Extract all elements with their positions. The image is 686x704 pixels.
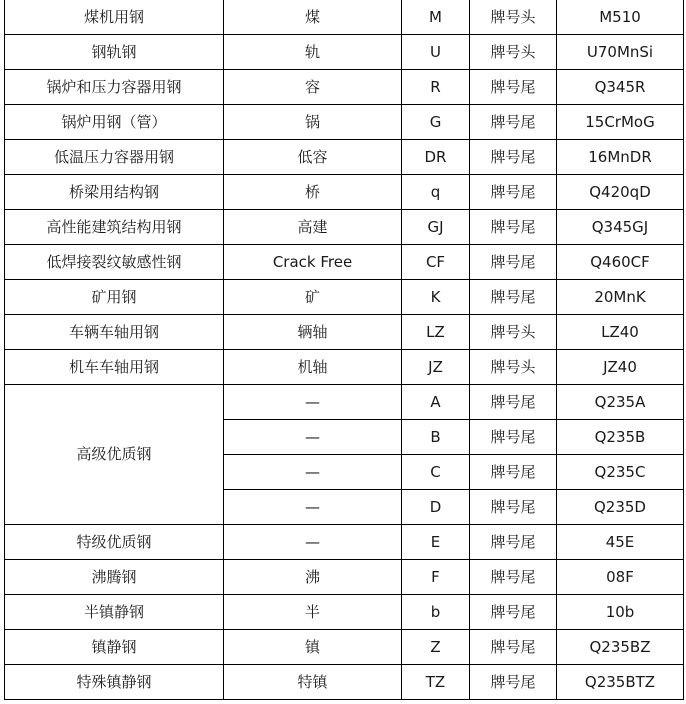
cell-example: Q420qD <box>557 175 684 210</box>
cell-char: 沸 <box>224 560 402 595</box>
steel-code-table <box>4 0 684 700</box>
cell-position: 牌号尾 <box>470 105 557 140</box>
steel-code-table-container <box>4 0 683 700</box>
cell-example: JZ40 <box>557 350 684 385</box>
cell-symbol: LZ <box>402 315 470 350</box>
cell-name: 半镇静钢 <box>5 595 224 630</box>
cell-char: 锅 <box>224 105 402 140</box>
cell-symbol: Z <box>402 630 470 665</box>
cell-symbol: K <box>402 280 470 315</box>
cell-symbol: JZ <box>402 350 470 385</box>
table-row <box>5 595 684 630</box>
cell-example: Q235B <box>557 420 684 455</box>
cell-example: Q345R <box>557 70 684 105</box>
cell-position: 牌号尾 <box>470 630 557 665</box>
cell-symbol: E <box>402 525 470 560</box>
cell-position: 牌号头 <box>470 0 557 35</box>
cell-char: Crack Free <box>224 245 402 280</box>
cell-char: 轨 <box>224 35 402 70</box>
cell-position: 牌号尾 <box>470 210 557 245</box>
cell-position: 牌号尾 <box>470 665 557 700</box>
cell-symbol: GJ <box>402 210 470 245</box>
cell-example: M510 <box>557 0 684 35</box>
table-row <box>5 280 684 315</box>
table-row <box>5 665 684 700</box>
cell-symbol: R <box>402 70 470 105</box>
cell-char: 桥 <box>224 175 402 210</box>
cell-example: Q235D <box>557 490 684 525</box>
cell-example: Q235C <box>557 455 684 490</box>
cell-symbol: q <box>402 175 470 210</box>
cell-symbol: A <box>402 385 470 420</box>
cell-char: — <box>224 420 402 455</box>
table-row <box>5 385 684 420</box>
cell-char: 半 <box>224 595 402 630</box>
table-row <box>5 175 684 210</box>
cell-example: 08F <box>557 560 684 595</box>
cell-name: 镇静钢 <box>5 630 224 665</box>
cell-name: 锅炉和压力容器用钢 <box>5 70 224 105</box>
table-row <box>5 210 684 245</box>
cell-name: 锅炉用钢（管） <box>5 105 224 140</box>
cell-example: Q235BZ <box>557 630 684 665</box>
cell-example: 10b <box>557 595 684 630</box>
cell-example: 15CrMoG <box>557 105 684 140</box>
cell-position: 牌号头 <box>470 350 557 385</box>
cell-example: 16MnDR <box>557 140 684 175</box>
cell-symbol: U <box>402 35 470 70</box>
cell-position: 牌号尾 <box>470 280 557 315</box>
cell-symbol: G <box>402 105 470 140</box>
cell-name: 沸腾钢 <box>5 560 224 595</box>
cell-position: 牌号头 <box>470 35 557 70</box>
cell-char: 低容 <box>224 140 402 175</box>
cell-symbol: C <box>402 455 470 490</box>
cell-symbol: CF <box>402 245 470 280</box>
cell-char: — <box>224 525 402 560</box>
table-row <box>5 140 684 175</box>
cell-char: — <box>224 385 402 420</box>
cell-char: 矿 <box>224 280 402 315</box>
table-row <box>5 70 684 105</box>
cell-position: 牌号尾 <box>470 140 557 175</box>
cell-example: Q345GJ <box>557 210 684 245</box>
cell-char: 特镇 <box>224 665 402 700</box>
cell-symbol: B <box>402 420 470 455</box>
table-row <box>5 35 684 70</box>
cell-name: 钢轨钢 <box>5 35 224 70</box>
cell-example: LZ40 <box>557 315 684 350</box>
cell-symbol: M <box>402 0 470 35</box>
table-row <box>5 350 684 385</box>
cell-example: Q460CF <box>557 245 684 280</box>
cell-position: 牌号尾 <box>470 490 557 525</box>
table-row <box>5 105 684 140</box>
cell-symbol: F <box>402 560 470 595</box>
table-row <box>5 245 684 280</box>
cell-char: 煤 <box>224 0 402 35</box>
cell-example: Q235A <box>557 385 684 420</box>
cell-name: 特级优质钢 <box>5 525 224 560</box>
table-row <box>5 0 684 35</box>
cell-char: 容 <box>224 70 402 105</box>
cell-position: 牌号尾 <box>470 420 557 455</box>
cell-name: 煤机用钢 <box>5 0 224 35</box>
cell-name: 机车车轴用钢 <box>5 350 224 385</box>
cell-char: 镇 <box>224 630 402 665</box>
cell-symbol: DR <box>402 140 470 175</box>
table-row <box>5 560 684 595</box>
cell-position: 牌号尾 <box>470 245 557 280</box>
cell-name: 低温压力容器用钢 <box>5 140 224 175</box>
cell-example: 45E <box>557 525 684 560</box>
cell-position: 牌号尾 <box>470 455 557 490</box>
cell-example: 20MnK <box>557 280 684 315</box>
cell-name: 高性能建筑结构用钢 <box>5 210 224 245</box>
cell-example: U70MnSi <box>557 35 684 70</box>
cell-char: 高建 <box>224 210 402 245</box>
cell-symbol: D <box>402 490 470 525</box>
table-row <box>5 525 684 560</box>
cell-group-name: 高级优质钢 <box>5 385 224 525</box>
cell-position: 牌号尾 <box>470 175 557 210</box>
cell-name: 低焊接裂纹敏感性钢 <box>5 245 224 280</box>
cell-char: 机轴 <box>224 350 402 385</box>
table-row <box>5 315 684 350</box>
cell-name: 车辆车轴用钢 <box>5 315 224 350</box>
cell-position: 牌号尾 <box>470 525 557 560</box>
cell-position: 牌号尾 <box>470 560 557 595</box>
table-row <box>5 630 684 665</box>
cell-char: — <box>224 455 402 490</box>
cell-position: 牌号尾 <box>470 595 557 630</box>
cell-position: 牌号尾 <box>470 385 557 420</box>
cell-name: 矿用钢 <box>5 280 224 315</box>
cell-symbol: b <box>402 595 470 630</box>
cell-name: 桥梁用结构钢 <box>5 175 224 210</box>
cell-symbol: TZ <box>402 665 470 700</box>
cell-position: 牌号尾 <box>470 70 557 105</box>
cell-name: 特殊镇静钢 <box>5 665 224 700</box>
cell-char: 辆轴 <box>224 315 402 350</box>
cell-example: Q235BTZ <box>557 665 684 700</box>
cell-position: 牌号头 <box>470 315 557 350</box>
cell-char: — <box>224 490 402 525</box>
